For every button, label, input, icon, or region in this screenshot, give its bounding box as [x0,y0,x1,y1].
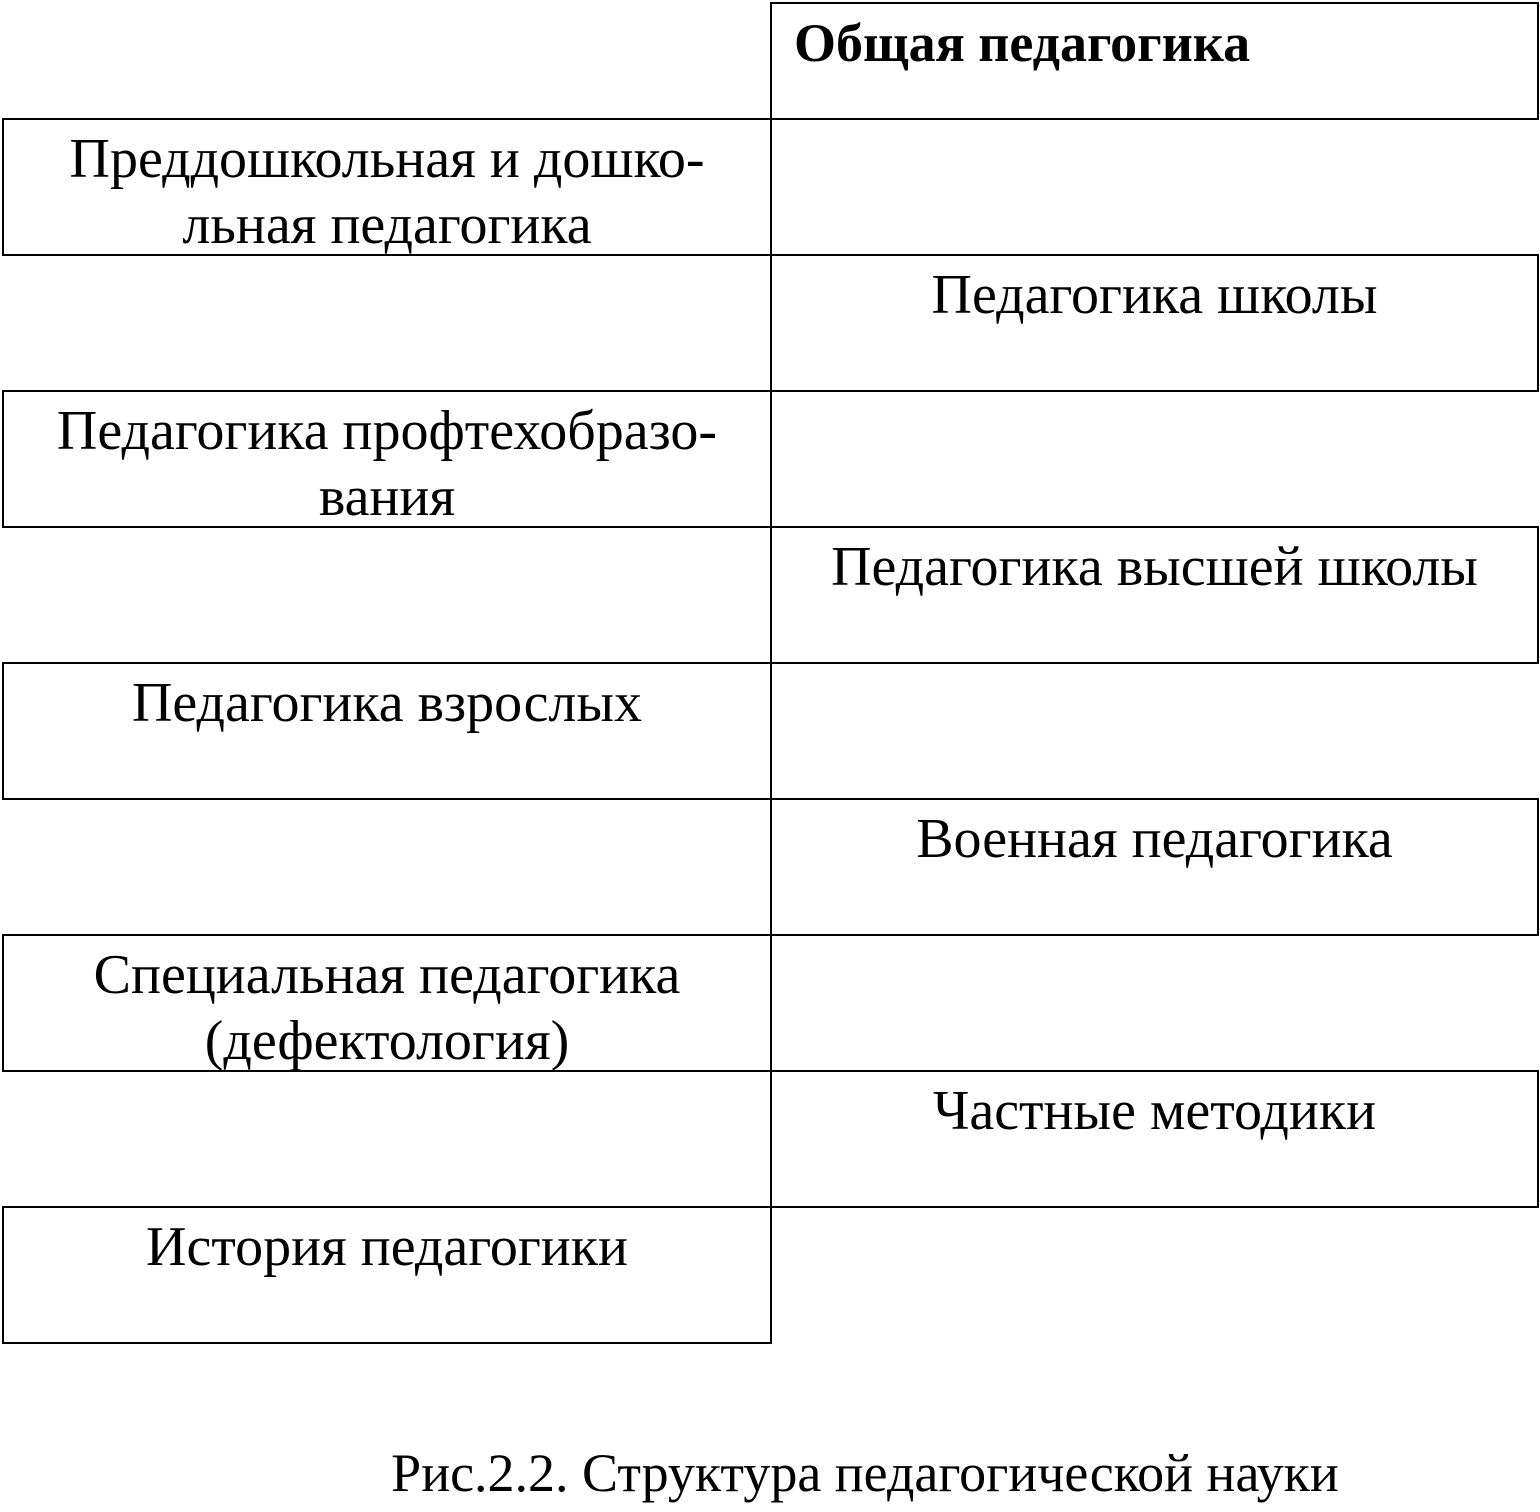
history-pedagogy-label: История педагогики [146,1216,628,1278]
particular-methods-label: Частные методики [932,1080,1377,1142]
adult-pedagogy-box [2,662,772,800]
military-pedagogy-label: Военная педагогика [916,808,1393,870]
school-pedagogy-label: Педагогика школы [931,264,1378,326]
general-pedagogy-box [770,2,1539,120]
adult-pedagogy-label: Педагогика взрослых [131,672,642,734]
history-pedagogy-box [2,1206,772,1344]
preschool-pedagogy-box [2,118,772,256]
military-pedagogy-box [770,798,1539,936]
special-pedagogy-line2: (дефектология) [204,1010,570,1072]
special-pedagogy-box [2,934,772,1072]
higher-school-pedagogy-box [770,526,1539,664]
particular-methods-box [770,1070,1539,1208]
figure-caption: Рис.2.2. Структура педагогической науки [391,1443,1339,1503]
higher-school-pedagogy-label: Педагогика высшей школы [831,536,1478,598]
general-pedagogy-label: Общая педагогика [794,13,1251,73]
preschool-pedagogy-line2: льная педагогика [182,194,592,256]
special-pedagogy-line1: Специальная педагогика [93,944,681,1006]
vocational-pedagogy-line2: вания [318,466,456,528]
vocational-pedagogy-box [2,390,772,528]
school-pedagogy-box [770,254,1539,392]
preschool-pedagogy-line1: Преддошкольная и дошко- [69,128,705,190]
vocational-pedagogy-line1: Педагогика профтехобразо- [56,400,718,462]
